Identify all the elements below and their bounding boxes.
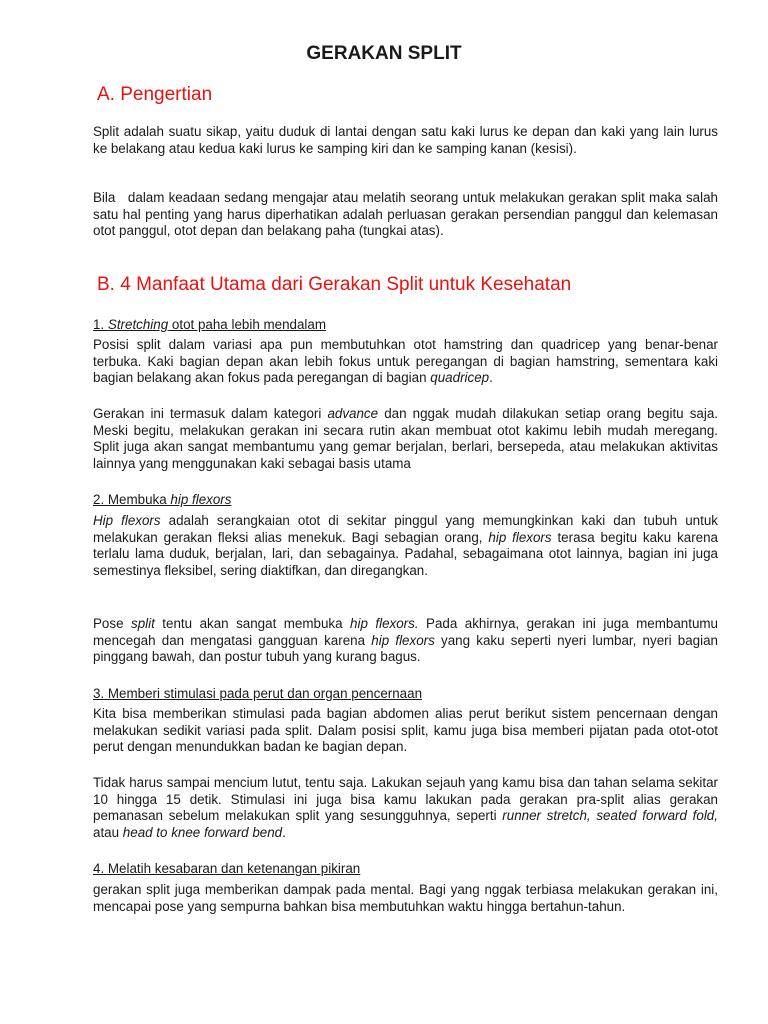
item-2-title: 2. Membuka hip flexors	[93, 492, 232, 507]
item-3-title: 3. Memberi stimulasi pada perut dan organ pencernaan	[93, 686, 423, 701]
section-a-heading: A. Pengertian	[97, 84, 213, 105]
section-a-paragraph-2: Bila dalam keadaan sedang mengajar atau melatih seorang untuk melakukan gerakan split maka salah satu hal penting yang harus diperhatikan adalah perluasan gerakan persendian panggul dan kelemasan otot panggul, otot depan dan belakang paha (tungkai atas).	[93, 190, 722, 238]
page-title: GERAKAN SPLIT	[306, 43, 462, 64]
item-1-paragraph-2: Gerakan ini termasuk dalam kategori advance dan nggak mudah dilakukan setiap orang begitu saja. Meski begitu, melakukan gerakan ini secara rutin akan membuat otot kakimu lebih mudah meregang. Split juga akan sangat membantumu yang gemar berjalan, berlari, bersepeda, atau melakukan aktivitas lainnya yang menggunakan kaki sebagai basis utama	[93, 406, 719, 471]
item-2-paragraph-1: Hip flexors adalah serangkaian otot di sekitar pinggul yang memungkinkan kaki dan tubuh untuk melakukan gerakan fleksi alias menekuk. Bagi sebagian orang, hip flexors terasa begitu kaku karena terlalu lama duduk, berjalan, lari, dan sebagainya. Padahal, sebagaimana otot lainnya, bagian ini juga semestinya fleksibel, sering diaktifkan, dan diregangkan.	[93, 513, 719, 578]
section-b-heading: B. 4 Manfaat Utama dari Gerakan Split untuk Kesehatan	[97, 274, 572, 295]
item-3-paragraph-1: Kita bisa memberikan stimulasi pada bagian abdomen alias perut berikut sistem pencernaan dengan melakukan sedikit variasi pada split. Dalam posisi split, kamu juga bisa memberi pijatan pada otot-otot perut dengan menundukkan badan ke bagian depan.	[93, 706, 718, 754]
item-2-paragraph-2: Pose split tentu akan sangat membuka hip flexors. Pada akhirnya, gerakan ini juga membantumu mencegah dan mengatasi gangguan karena hip flexors yang kaku seperti nyeri lumbar, nyeri bagian pinggang bawah, dan postur tubuh yang kurang bagus.	[93, 616, 719, 664]
item-3-paragraph-2: Tidak harus sampai mencium lutut, tentu saja. Lakukan sejauh yang kamu bisa dan tahan selama sekitar 10 hingga 15 detik. Stimulasi ini juga bisa kamu lakukan pada gerakan pra-split alias gerakan pemanasan sebelum melakukan split yang sesungguhnya, seperti runner stretch, seated forward fold, atau head to knee forward bend.	[93, 775, 718, 840]
item-1-title: 1. Stretching otot paha lebih mendalam	[93, 317, 327, 332]
section-a-paragraph-1: Split adalah suatu sikap, yaitu duduk di lantai dengan satu kaki lurus ke depan dan kaki yang lain lurus ke belakang atau kedua kaki lurus ke samping kiri dan ke samping kanan (kesisi).	[93, 124, 718, 156]
item-1-paragraph-1: Posisi split dalam variasi apa pun membutuhkan otot hamstring dan quadricep yang benar-benar terbuka. Kaki bagian depan akan lebih fokus untuk peregangan di bagian hamstring, sementara kaki bagian belakang akan fokus pada peregangan di bagian quadricep.	[93, 337, 718, 385]
item-4-title: 4. Melatih kesabaran dan ketenangan pikiran	[93, 861, 361, 876]
item-4-paragraph-1: gerakan split juga memberikan dampak pada mental. Bagi yang nggak terbiasa melakukan gerakan ini, mencapai pose yang sempurna bahkan bisa membutuhkan waktu hingga bertahun-tahun.	[93, 882, 718, 914]
